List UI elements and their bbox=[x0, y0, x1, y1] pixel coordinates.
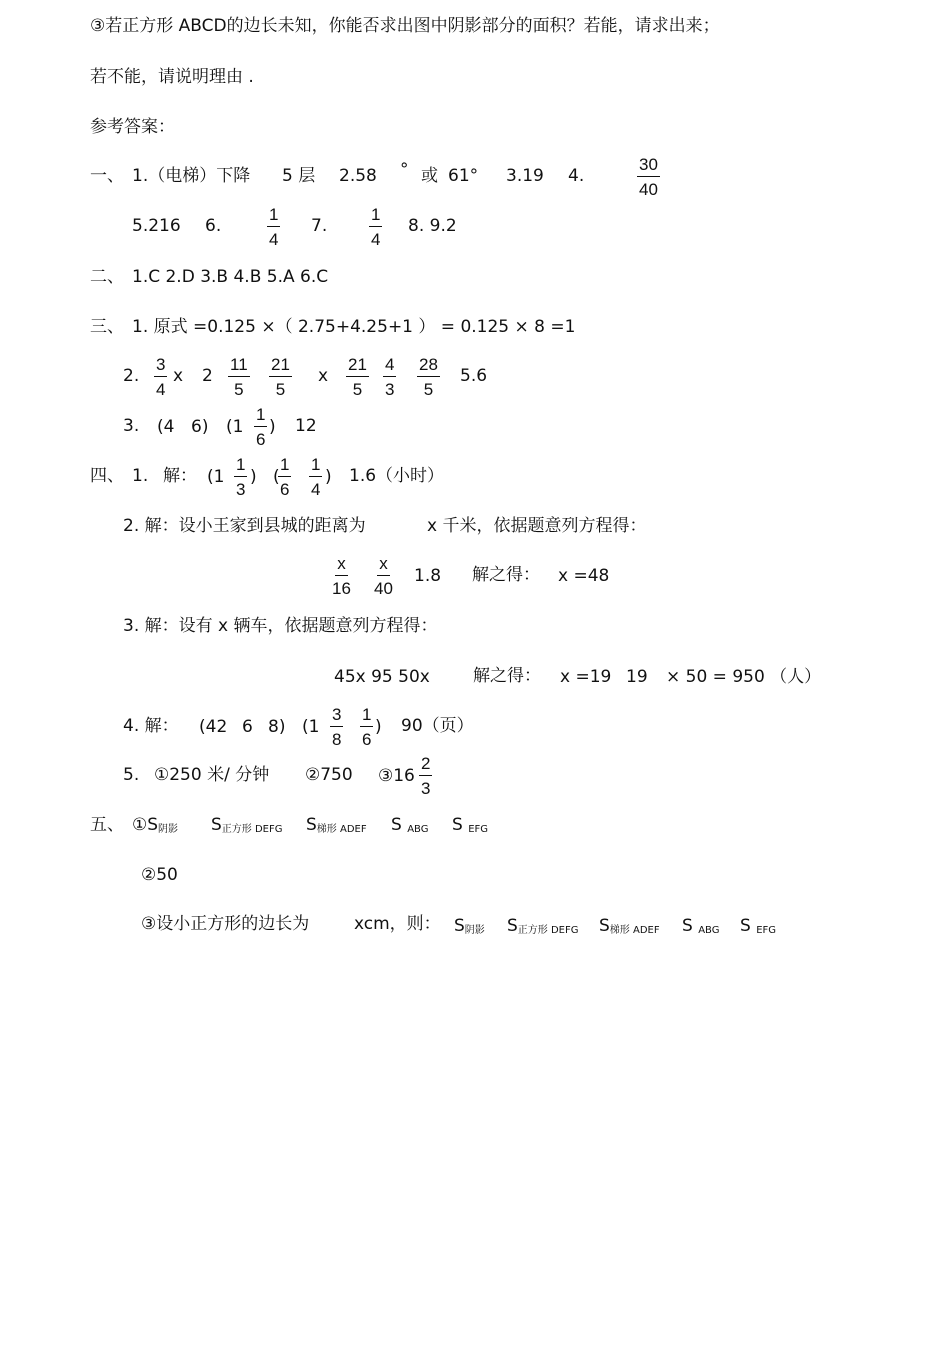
denominator: 40 bbox=[639, 180, 658, 199]
s1-61: 61° bbox=[448, 166, 479, 186]
fraction-1-4-b bbox=[369, 204, 382, 251]
s5-l1-d bbox=[391, 815, 428, 840]
s1-item-6: 6. bbox=[205, 216, 222, 236]
fraction-1-4-a bbox=[267, 204, 280, 251]
numerator: 28 bbox=[417, 354, 440, 377]
s4-l4-c: 6 bbox=[242, 717, 253, 737]
question-line-2: 若不能，请说明理由 . bbox=[90, 67, 254, 87]
denominator: 5 bbox=[352, 380, 363, 399]
fraction-21-5-a bbox=[269, 354, 292, 401]
s4-l4-e: (1 bbox=[302, 717, 320, 737]
fraction-1-3 bbox=[234, 454, 247, 501]
s4-l3: 3. 解：设有 x 辆车，依据题意列方程得： bbox=[123, 616, 438, 636]
fraction-28-5 bbox=[417, 354, 440, 401]
section-1-label: 一、 bbox=[90, 166, 124, 186]
s5-l1-sub3: 梯形 ADEF bbox=[316, 824, 367, 835]
s4-l4-d: 8) bbox=[268, 717, 286, 737]
numerator: 1 bbox=[369, 204, 382, 227]
denominator: 6 bbox=[280, 480, 290, 499]
fraction-x-40 bbox=[374, 553, 393, 600]
denominator: 6 bbox=[256, 430, 266, 449]
s4-l4-g: 90（页） bbox=[401, 716, 474, 736]
s3-l3-c: 6) bbox=[191, 417, 209, 437]
s4-eq3-a: 45x 95 50x bbox=[334, 667, 430, 687]
s5-l2: ②50 bbox=[141, 865, 178, 885]
s4-eq3-e: × 50 = 950 （人） bbox=[666, 667, 822, 687]
fraction-11-5 bbox=[228, 354, 250, 401]
s5-l3-sub2: 正方形 DEFG bbox=[517, 925, 579, 936]
s1-item-8: 8. 9.2 bbox=[408, 216, 457, 236]
fraction-3-8 bbox=[330, 704, 343, 751]
s3-l2-end: 5.6 bbox=[460, 366, 488, 386]
s5-l3-sub1: 阴影 bbox=[464, 925, 485, 936]
s4-l1-solve: 解： bbox=[163, 466, 197, 486]
s3-l3-b: (4 bbox=[157, 417, 175, 437]
denominator: 16 bbox=[332, 579, 351, 598]
s4-l5-d: ③16 bbox=[378, 766, 415, 786]
s4-l4-f: ) bbox=[375, 717, 382, 737]
fraction-2-3 bbox=[419, 753, 432, 800]
s4-eq2-a: 1.8 bbox=[414, 566, 442, 586]
s1-item-4: 4. bbox=[568, 166, 585, 186]
numerator: 3 bbox=[330, 704, 343, 727]
s4-l1-c: (1 bbox=[207, 467, 225, 487]
s1-item-7: 7. bbox=[311, 216, 328, 236]
s4-l2-x: x 千米，依据题意列方程得： bbox=[427, 516, 647, 536]
s4-l5-a: 5. bbox=[123, 765, 140, 785]
s3-l2-x2: x bbox=[318, 366, 329, 386]
s4-eq2-b: 解之得： bbox=[472, 565, 540, 585]
s5-l1-b-s: S bbox=[211, 815, 222, 835]
s5-l1-d-s: S bbox=[391, 815, 402, 835]
s5-l1-sub4: ABG bbox=[407, 824, 429, 835]
numerator: 1 bbox=[267, 204, 280, 227]
s5-l3-c-s: S bbox=[454, 916, 465, 936]
s5-l3-c bbox=[454, 916, 485, 941]
numerator: 21 bbox=[269, 354, 292, 377]
s3-l2-2: 2 bbox=[202, 366, 213, 386]
s5-l3-sub3: 梯形 ADEF bbox=[609, 925, 660, 936]
s2-answers: 1.C 2.D 3.B 4.B 5.A 6.C bbox=[132, 267, 329, 287]
s4-l1-e: ( bbox=[273, 467, 280, 487]
numerator: 2 bbox=[419, 753, 432, 776]
s5-l3-g-s: S bbox=[740, 916, 751, 936]
s4-l4-b: (42 bbox=[199, 717, 228, 737]
denominator: 5 bbox=[423, 380, 434, 399]
s4-eq3-c: x =19 bbox=[560, 667, 612, 687]
s4-l4-a: 4. 解： bbox=[123, 716, 179, 736]
s1-item-1: 1.（电梯）下降 bbox=[132, 166, 251, 186]
fraction-1-6-a bbox=[278, 454, 291, 501]
fraction-1-6-b bbox=[360, 704, 373, 751]
s4-l2: 2. 解：设小王家到县城的距离为 bbox=[123, 516, 366, 536]
s1-degree: ° bbox=[400, 160, 409, 180]
numerator: 1 bbox=[360, 704, 373, 727]
denominator: 5 bbox=[234, 380, 244, 399]
s5-l3-f bbox=[682, 916, 719, 941]
section-2-label: 二、 bbox=[90, 267, 124, 287]
denominator: 8 bbox=[332, 730, 342, 749]
s5-l1-a: ①S bbox=[132, 815, 159, 835]
s5-l3-f-s: S bbox=[682, 916, 693, 936]
s3-line-1: 1. 原式 =0.125 ×（ 2.75+4.25+1 ） = 0.125 × 8 =1 bbox=[132, 317, 576, 337]
section-3-label: 三、 bbox=[90, 317, 124, 337]
fraction-21-5-b bbox=[346, 354, 369, 401]
s4-l5-c: ②750 bbox=[305, 765, 353, 785]
denominator: 3 bbox=[236, 480, 246, 499]
numerator: 4 bbox=[383, 354, 396, 377]
s4-l1-d: ) bbox=[250, 467, 257, 487]
s5-l3-sub5: EFG bbox=[756, 925, 777, 936]
s5-l3-e bbox=[599, 916, 660, 941]
s3-l2-num: 2. bbox=[123, 366, 140, 386]
s1-item-3: 3.19 bbox=[506, 166, 544, 186]
s5-l1-sub5: EFG bbox=[468, 824, 489, 835]
s5-l3-d-s: S bbox=[507, 916, 518, 936]
numerator: 21 bbox=[346, 354, 369, 377]
s1-item-1b: 5 层 bbox=[282, 166, 316, 186]
denominator: 4 bbox=[156, 380, 166, 399]
s5-l1-sub1: 阴影 bbox=[158, 824, 179, 835]
s5-l3-b: xcm，则： bbox=[354, 914, 441, 934]
s5-l3-e-s: S bbox=[599, 916, 610, 936]
s4-eq2-c: x =48 bbox=[558, 566, 610, 586]
s5-l3-g bbox=[740, 916, 776, 941]
denominator: 4 bbox=[269, 230, 279, 249]
denominator: 6 bbox=[362, 730, 372, 749]
denominator: 3 bbox=[421, 779, 431, 798]
s4-l1-num: 1. bbox=[132, 466, 149, 486]
question-line-1: ③若正方形 ABCD的边长未知，你能否求出图中阴影部分的面积？若能，请求出来； bbox=[90, 16, 720, 36]
s4-l1-g: 1.6（小时） bbox=[349, 466, 445, 486]
numerator: 30 bbox=[637, 154, 660, 177]
s3-l3-num: 3. bbox=[123, 416, 140, 436]
s3-l3-d: (1 bbox=[226, 417, 244, 437]
denominator: 5 bbox=[275, 380, 286, 399]
section-4-label: 四、 bbox=[90, 466, 124, 486]
section-5-label: 五、 bbox=[90, 815, 124, 835]
numerator: x bbox=[377, 553, 390, 576]
s3-l2-x1: x bbox=[173, 366, 184, 386]
s1-item-2: 2.58 bbox=[339, 166, 377, 186]
s1-item-5: 5.216 bbox=[132, 216, 181, 236]
s5-l1-e-s: S bbox=[452, 815, 463, 835]
denominator: 4 bbox=[311, 480, 321, 499]
numerator: 3 bbox=[154, 354, 167, 377]
denominator: 4 bbox=[371, 230, 381, 249]
s3-l3-e: ) bbox=[269, 417, 276, 437]
s4-eq3-b: 解之得： bbox=[473, 666, 541, 686]
numerator: 1 bbox=[254, 404, 267, 427]
numerator: 1 bbox=[278, 454, 291, 477]
s5-l1 bbox=[132, 815, 178, 840]
fraction-1-4-c bbox=[309, 454, 322, 501]
numerator: 11 bbox=[228, 354, 250, 377]
s5-l1-c bbox=[306, 815, 367, 840]
s1-or: 或 bbox=[421, 166, 438, 186]
s5-l3-sub4: ABG bbox=[698, 925, 720, 936]
s4-l5-b: ①250 米/ 分钟 bbox=[154, 765, 270, 785]
s4-eq3-d: 19 bbox=[626, 667, 648, 687]
denominator: 40 bbox=[374, 579, 393, 598]
s5-l1-e bbox=[452, 815, 488, 840]
answers-title: 参考答案： bbox=[90, 117, 175, 137]
s4-l1-f: ) bbox=[325, 467, 332, 487]
fraction-30-40 bbox=[637, 154, 660, 201]
s3-l3-f: 12 bbox=[295, 416, 317, 436]
s5-l3-a: ③设小正方形的边长为 bbox=[141, 914, 310, 934]
s5-l1-c-s: S bbox=[306, 815, 317, 835]
s5-l1-sub2: 正方形 DEFG bbox=[221, 824, 283, 835]
denominator: 3 bbox=[385, 380, 395, 399]
numerator: 1 bbox=[309, 454, 322, 477]
numerator: 1 bbox=[234, 454, 247, 477]
fraction-4-3 bbox=[383, 354, 396, 401]
fraction-1-6 bbox=[254, 404, 267, 451]
fraction-3-4 bbox=[154, 354, 167, 401]
s5-l1-b bbox=[211, 815, 283, 840]
fraction-x-16 bbox=[332, 553, 351, 600]
s5-l3-d bbox=[507, 916, 579, 941]
numerator: x bbox=[335, 553, 348, 576]
